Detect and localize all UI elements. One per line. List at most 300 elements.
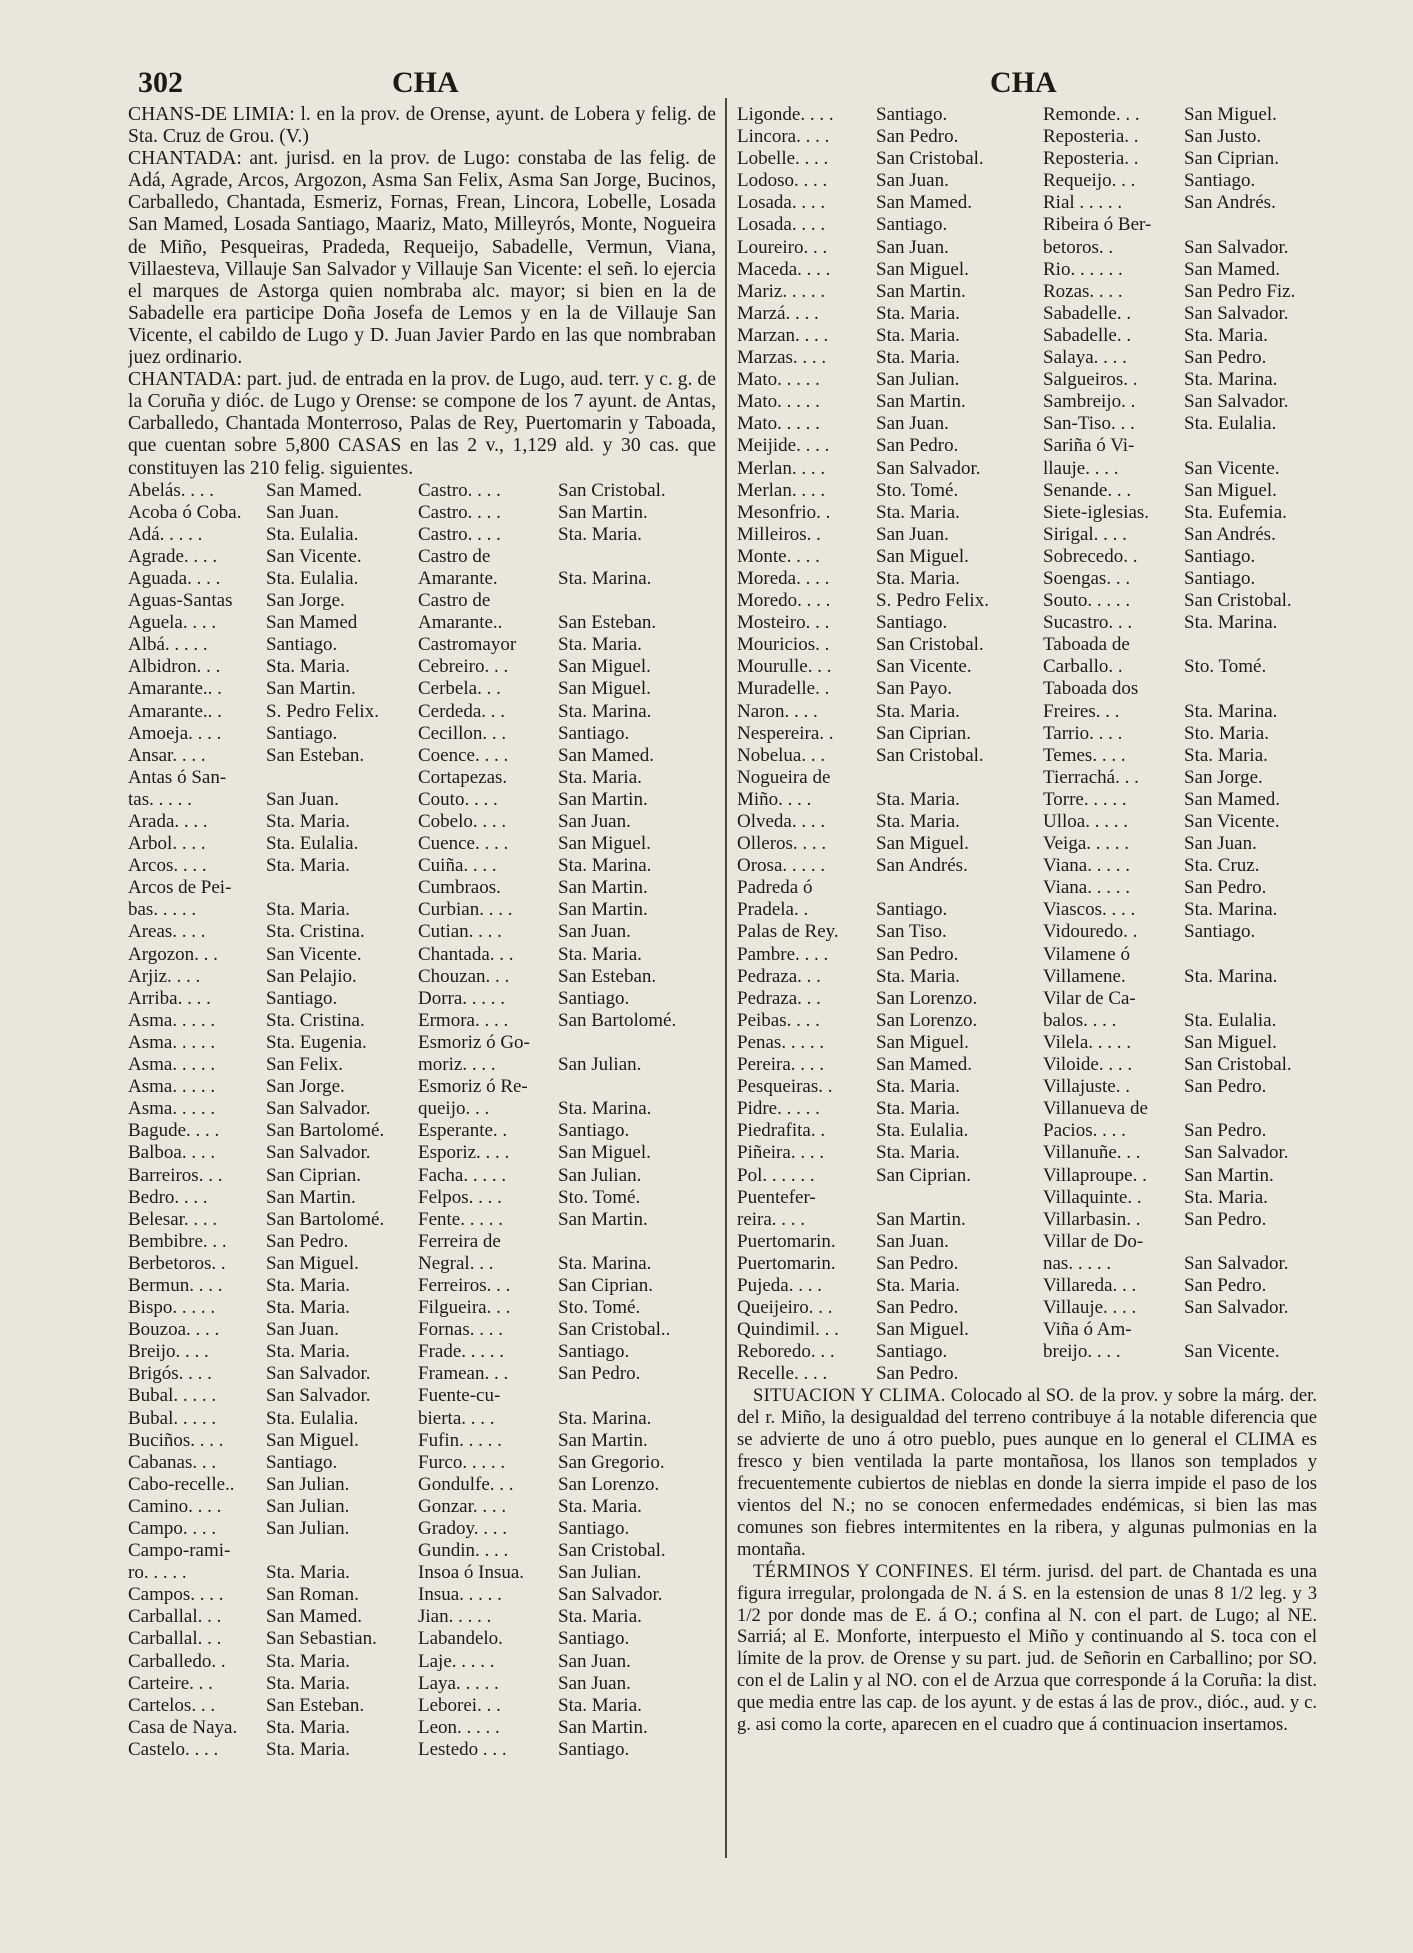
parish-patron: Sta. Maria. (876, 965, 960, 987)
place-name: Mato. . . . . (737, 413, 820, 435)
parish-patron: San Pedro. (876, 435, 959, 457)
place-name: Orosa. . . . . (737, 855, 826, 877)
place-name: llauje. . . . (1043, 457, 1119, 479)
parish-patron: San Pedro. (1184, 1120, 1267, 1142)
place-name: Arcos de Pei- (128, 877, 232, 899)
parish-patron: Sta. Maria. (266, 1738, 350, 1760)
parish-patron: San Martin. (558, 1429, 648, 1451)
parish-patron: Sto. Tomé. (1184, 656, 1267, 678)
parish-patron (876, 877, 1043, 899)
place-name: Coence. . . . (418, 744, 509, 766)
parish-patron: Sta. Maria. (558, 943, 642, 965)
parish-patron: San Vicente. (266, 943, 362, 965)
place-name: Quindimil. . . (737, 1319, 839, 1341)
place-name: Castro de (418, 590, 491, 612)
place-name: balos. . . . (1043, 1009, 1117, 1031)
place-name: Barreiros. . . (128, 1164, 223, 1186)
parish-patron: San Vicente. (876, 656, 972, 678)
parish-patron: San Salvador. (1184, 302, 1289, 324)
place-name: Arcos. . . . (128, 855, 207, 877)
parish-patron: San Pedro Fiz. (1184, 280, 1296, 302)
place-name: Villanuñe. . . (1043, 1142, 1141, 1164)
parish-patron: San Andrés. (1184, 192, 1276, 214)
place-name: Ribeira ó Ber- (1043, 214, 1152, 236)
place-name: Villareda. . . (1043, 1274, 1137, 1296)
place-name: Argozon. . . (128, 943, 218, 965)
place-name (1043, 1363, 1184, 1385)
parish-patron: San Julian. (266, 1473, 350, 1495)
parish-patron: San Salvador. (266, 1363, 371, 1385)
parish-patron: San Juan. (876, 1230, 949, 1252)
parish-patron: Sta. Eulalia. (1184, 1009, 1277, 1031)
place-name: Castro. . . . (418, 479, 501, 501)
place-name: Cartelos. . . (128, 1694, 216, 1716)
place-name: Dorra. . . . . (418, 987, 506, 1009)
place-name: Amarante.. . (128, 700, 222, 722)
place-name: Reposteria. . (1043, 126, 1139, 148)
place-name: Esmoriz ó Re- (418, 1076, 528, 1098)
parish-patron: Santiago. (558, 987, 630, 1009)
place-name: Nespereira. . (737, 722, 834, 744)
parish-patron: Sta. Maria. (266, 811, 350, 832)
parish-patron: Sta. Maria. (876, 501, 960, 523)
right-column (737, 104, 1317, 1934)
place-name: Esporiz. . . . (418, 1142, 510, 1164)
parish-patron (876, 1187, 1043, 1209)
place-name: Campo. . . . (128, 1518, 217, 1539)
place-name: Merlan. . . . (737, 479, 826, 501)
parish-patron: San Martin. (1184, 1164, 1274, 1186)
place-name: Vilar de Ca- (1043, 987, 1136, 1009)
parish-patron (1184, 634, 1317, 656)
place-name: Merlan. . . . (737, 457, 826, 479)
place-name: Areas. . . . (128, 921, 206, 943)
entry-chantada-jurisdiction: CHANTADA: ant. jurisd. en la prov. de Lugo: constaba de las felig. de Adá, Agrade, Arcos, Argozon, Asma San Felix, Asma San Jorge, Bucinos, Carballedo, Chantada, Esmeriz, Fornas, Frean, Lincora, Lobelle, Losada San Mamed, Losada Santiago, Maariz, Mato, Milleyrós, Monte, Nogueira de Miño, Pesqueiras, Pradeda, Requeijo, Sabadelle, Vermun, Viana, Villaesteva, Villauje San Salvador y Villauje San Vicente: el señ. lo ejercia el marques de Astorga quien nombraba alc. mayor; si bien en la de Sabadelle era participe Doña Josefa de Lemos y en la de Villauje San Vicente, el cabildo de Lugo y D. Juan Javier Pardo en las que nombraban juez ordinario. (128, 148, 716, 369)
parish-patron: San Juan. (876, 170, 949, 192)
place-name: Viana. . . . . (1043, 877, 1130, 899)
parish-patron: Sta. Marina. (558, 855, 652, 877)
place-name: Reboredo. . . (737, 1341, 835, 1363)
place-name: Villaquinte. . (1043, 1186, 1142, 1208)
place-name: Mosteiro. . . (737, 612, 830, 634)
right-running-heading: CHA (990, 66, 1057, 99)
parish-patron: San Pedro. (876, 1297, 959, 1319)
place-name: Lestedo . . . (418, 1738, 507, 1760)
place-name: Muradelle. . (737, 678, 830, 700)
parish-patron: San Julian. (266, 1518, 350, 1539)
place-name: Nogueira de (737, 766, 831, 788)
place-name: Villar de Do- (1043, 1230, 1144, 1252)
place-name: Vilela. . . . . (1043, 1031, 1132, 1053)
parish-patron: Sta. Marina. (558, 1407, 652, 1429)
place-name: Gondulfe. . . (418, 1473, 514, 1495)
place-name: Asma. . . . . (128, 1098, 216, 1120)
parish-patron: San Salvador. (1184, 236, 1289, 258)
place-name: Antas ó San- (128, 766, 227, 788)
parish-patron: San Felix. (266, 1054, 344, 1076)
parish-patron: San Martin. (558, 899, 648, 921)
parish-patron: San Pedro. (558, 1363, 641, 1385)
parish-patron: S. Pedro Felix. (266, 700, 379, 722)
place-name: Facha. . . . . (418, 1164, 507, 1186)
place-name: Villajuste. . (1043, 1076, 1130, 1098)
parish-patron: Santiago. (1184, 170, 1256, 192)
place-name: Rio. . . . . . (1043, 258, 1123, 280)
place-name: Mourulle. . . (737, 656, 832, 678)
place-name: Lobelle. . . . (737, 148, 829, 170)
parish-patron: Sta. Marina. (558, 567, 652, 589)
place-name: Amarante.. (418, 612, 503, 634)
place-name: tas. . . . . (128, 788, 192, 810)
section-situacion-clima (737, 1385, 1317, 1560)
parish-patron: Sta. Maria. (266, 1672, 350, 1694)
place-name: Mesonfrio. . (737, 501, 831, 523)
place-name: Berbetoros. . (128, 1252, 226, 1274)
parish-patron: Sta. Maria. (876, 1274, 960, 1296)
place-name: Pujeda. . . . (737, 1274, 822, 1296)
parish-patron: San Juan. (876, 413, 949, 435)
place-name: Milleiros. . (737, 523, 821, 545)
parish-patron: Sta. Eulalia. (266, 833, 359, 855)
place-name: Sambreijo. . (1043, 391, 1136, 413)
place-name: Cerbela. . . (418, 678, 501, 700)
parish-patron: San Salvador. (266, 1385, 371, 1407)
place-name: Pedraza. . . (737, 965, 821, 987)
parish-patron: Sta. Maria. (1184, 324, 1268, 346)
parish-patron: San Miguel. (876, 833, 969, 855)
parish-patron: San Jorge. (266, 1076, 345, 1098)
parish-patron: Sta. Marina. (1184, 899, 1278, 921)
place-name: Losada. . . . (737, 214, 826, 236)
place-name: Reposteria. . (1043, 148, 1139, 170)
place-name: Negral. . . (418, 1252, 494, 1274)
entry-chans-de-limia: CHANS-DE LIMIA: l. en la prov. de Orense, ayunt. de Lobera y felig. de Sta. Cruz de Grou. (V.) (128, 104, 716, 148)
place-name: Jian. . . . . (418, 1606, 492, 1628)
place-name: Moredo. . . . (737, 590, 831, 612)
place-name: Arbol. . . . (128, 833, 206, 855)
place-name: Pereira. . . . (737, 1054, 825, 1076)
parish-patron: San Esteban. (266, 744, 365, 766)
parish-patron: Sta. Maria. (266, 855, 350, 877)
left-column (128, 104, 716, 1934)
place-name: Marzan. . . . (737, 324, 829, 346)
place-name: Vilamene ó (1043, 943, 1130, 965)
parish-patron: Santiago. (558, 1738, 630, 1760)
parish-patron: San Vicente. (1184, 1341, 1280, 1363)
place-name: Ferreiros. . . (418, 1274, 511, 1296)
parish-patron: San Julian. (558, 1054, 642, 1076)
place-name: Gradoy. . . . (418, 1518, 507, 1539)
parish-patron: San Martin. (558, 877, 648, 899)
place-name: Tierrachá. . . (1043, 766, 1139, 788)
place-name: Sabadelle. . (1043, 324, 1132, 346)
parish-patron: San Gregorio. (558, 1451, 665, 1473)
parish-patron: San Miguel. (1184, 479, 1277, 501)
parish-patron: San Pelajio. (266, 965, 357, 987)
parish-patron: San Martin. (876, 391, 966, 413)
parish-patron: Sta. Maria. (266, 1341, 350, 1363)
place-name: bas. . . . . (128, 899, 197, 921)
parish-patron: Sta. Cristina. (266, 1009, 365, 1031)
parish-patron: San Juan. (1184, 833, 1257, 855)
parish-patron: Santiago. (876, 612, 948, 634)
parish-patron: San Miguel. (558, 1142, 651, 1164)
parish-patron: San Vicente. (1184, 457, 1280, 479)
parish-patron: Sta. Maria. (266, 1274, 350, 1296)
place-name: Arriba. . . . (128, 987, 211, 1009)
parish-patron: San Pedro. (1184, 877, 1267, 899)
parish-patron: San Vicente. (266, 545, 362, 567)
parish-patron: Sta. Eugenia. (266, 1031, 367, 1053)
parish-patron: San Cristobal. (876, 148, 984, 170)
parish-patron: Sta. Maria. (1184, 744, 1268, 766)
place-name: Cerdeda. . . (418, 700, 506, 722)
section-terminos-confines (737, 1561, 1317, 1736)
parish-patron: Sta. Maria. (558, 1694, 642, 1716)
parish-patron: San Juan. (558, 1672, 631, 1694)
place-name: Chantada. . . (418, 943, 514, 965)
parish-patron: San Cristobal. (1184, 1054, 1292, 1076)
parish-patron: San Jorge. (1184, 766, 1263, 788)
place-name: Temes. . . . (1043, 744, 1126, 766)
parish-patron: San Esteban. (558, 612, 657, 634)
place-name: Carteire. . . (128, 1672, 213, 1694)
parish-patron (266, 767, 418, 789)
parish-patron: Sta. Maria. (558, 766, 642, 788)
parish-patron: San Cristobal.. (558, 1319, 671, 1341)
parish-patron: San Salvador. (266, 1142, 371, 1164)
place-name: Piñeira. . . . (737, 1142, 825, 1164)
place-name: Meijide. . . . (737, 435, 830, 457)
place-name: Ermora. . . . (418, 1009, 509, 1031)
parish-patron: Sto. Tomé. (558, 1297, 641, 1319)
parish-patron: San Julian. (266, 1495, 350, 1517)
parish-patron: San Miguel. (558, 833, 651, 855)
parish-patron: Sta. Marina. (558, 700, 652, 722)
parish-patron: Santiago. (1184, 567, 1256, 589)
parish-patron: Sta. Eulalia. (266, 567, 359, 589)
place-name: Cumbraos. (418, 877, 501, 899)
parish-patron: Santiago. (266, 634, 338, 656)
parish-patron: San Bartolomé. (266, 1208, 385, 1230)
place-name: Piedrafita. . (737, 1120, 826, 1142)
place-name: Mariz. . . . . (737, 280, 826, 302)
parish-patron: San Miguel. (266, 1429, 359, 1451)
parish-patron: San Salvador. (1184, 1142, 1289, 1164)
place-name: Freires. . . (1043, 700, 1120, 722)
place-name: Pambre. . . . (737, 943, 829, 965)
parish-patron: San Pedro. (1184, 1076, 1267, 1098)
parish-patron: Sta. Eulalia. (1184, 413, 1277, 435)
parish-patron: San Salvador. (1184, 1297, 1289, 1319)
parish-patron: San Juan. (558, 1650, 631, 1672)
place-name: Pesqueiras. . (737, 1076, 833, 1098)
parish-patron: San Julian. (558, 1164, 642, 1186)
place-name: Insoa ó Insua. (418, 1562, 525, 1584)
parish-patron: San Pedro. (1184, 1208, 1267, 1230)
place-name: breijo. . . . (1043, 1341, 1121, 1363)
place-name: Tarrio. . . . (1043, 722, 1123, 744)
parish-patron: Sta. Maria. (876, 1142, 960, 1164)
parish-patron: Santiago. (558, 1518, 630, 1539)
parish-list-right (737, 104, 1317, 1385)
parish-patron: San Martin. (558, 1716, 648, 1738)
place-name: Viana. . . . . (1043, 855, 1130, 877)
place-name: Breijo. . . . (128, 1341, 209, 1363)
parish-patron: Sta. Maria. (266, 1716, 350, 1738)
parish-patron: Sta. Maria. (558, 1495, 642, 1517)
parish-patron: Sta. Maria. (876, 302, 960, 324)
parish-patron: San Mamed. (266, 1606, 363, 1628)
place-name: moriz. . . . (418, 1054, 496, 1076)
place-name: Villaproupe. . (1043, 1164, 1147, 1186)
parish-patron: San Esteban. (266, 1694, 365, 1716)
place-name: Furco. . . . . (418, 1451, 506, 1473)
parish-patron: San Justo. (1184, 126, 1262, 148)
parish-patron: Sta. Maria. (558, 634, 642, 656)
parish-patron: San Miguel. (876, 1319, 969, 1341)
place-name: Pol. . . . . . (737, 1164, 815, 1186)
parish-patron: Sta. Eulalia. (876, 1120, 969, 1142)
parish-patron: San Miguel. (1184, 1031, 1277, 1053)
place-name: Fente. . . . . (418, 1208, 503, 1230)
place-name: Sariña ó Vi- (1043, 435, 1135, 457)
place-name: Aguas-Santas (128, 590, 233, 612)
place-name: Pedraza. . . (737, 987, 821, 1009)
parish-patron: Sta. Marina. (558, 1098, 652, 1120)
parish-patron: Sta. Maria. (876, 1076, 960, 1098)
parish-patron (558, 1385, 716, 1407)
place-name: Carballo. . (1043, 656, 1123, 678)
place-name: Villamene. (1043, 965, 1126, 987)
place-name: Gonzar. . . . (418, 1495, 507, 1517)
place-name: Puertomarin. (737, 1252, 836, 1274)
parish-patron: San Martin. (266, 1186, 356, 1208)
parish-patron: Sta. Marina. (1184, 700, 1278, 722)
place-name: Cuiña. . . . (418, 855, 497, 877)
parish-patron: Santiago. (876, 1341, 948, 1363)
parish-patron: San Pedro. (1184, 1274, 1267, 1296)
place-name: Asma. . . . . (128, 1054, 216, 1076)
parish-patron: San Juan. (266, 1319, 339, 1341)
parish-patron: San Sebastian. (266, 1628, 377, 1650)
section-text: Colocado al SO. de la prov. y sobre la márg. der. del r. Miño, la desigualdad del terreno contribuye á la notable diferencia que se advierte de uno á otro pueblo, pues aunque en lo general el CLIMA es fresco y bien ventilada la parte montañosa, los llanos son templados y frecuentemente cubiertos de nieblas en donde la sierra impide el paso de los vientos del N.; no se conocen enfermedades endémicas, si bien las mas comunes son fiebres intermitentes en la ribera, y algunas pulmonias en la montaña. (737, 1385, 1317, 1560)
parish-patron: San Martin. (876, 1208, 966, 1230)
place-name: Albidron. . . (128, 656, 221, 678)
place-name: Cortapezas. (418, 766, 508, 788)
parish-patron: San Lorenzo. (876, 1009, 978, 1031)
parish-patron: San Martin. (558, 788, 648, 810)
parish-patron: Sta. Marina. (558, 1252, 652, 1274)
place-name: Fuente-cu- (418, 1385, 501, 1407)
parish-patron (558, 546, 716, 568)
parish-patron: S. Pedro Felix. (876, 590, 989, 612)
parish-patron: San Julian. (558, 1562, 642, 1584)
parish-patron: San Ciprian. (876, 1164, 971, 1186)
parish-patron: San Miguel. (876, 1031, 969, 1053)
parish-patron: San Juan. (558, 921, 631, 943)
parish-patron: Sta. Maria. (876, 347, 960, 369)
place-name: Acoba ó Coba. (128, 501, 242, 523)
parish-patron: Santiago. (558, 1341, 630, 1363)
place-name: Bubal. . . . . (128, 1385, 217, 1407)
place-name: Salaya. . . . (1043, 347, 1127, 369)
place-name: Bispo. . . . . (128, 1297, 216, 1319)
place-name: Bermun. . . . (128, 1274, 223, 1296)
parish-patron: San Esteban. (558, 965, 657, 987)
parish-patron (558, 590, 716, 612)
parish-patron: Sta. Maria. (876, 567, 960, 589)
place-name: Laya. . . . . (418, 1672, 499, 1694)
parish-patron: San Cristobal. (1184, 590, 1292, 612)
place-name: Castro. . . . (418, 501, 501, 523)
place-name: Palas de Rey. (737, 921, 839, 943)
parish-patron: Santiago. (266, 987, 338, 1009)
place-name: Requeijo. . . (1043, 170, 1136, 192)
place-name: Remonde. . . (1043, 104, 1140, 125)
place-name: Peibas. . . . (737, 1009, 820, 1031)
parish-list-left (128, 480, 716, 1761)
parish-patron: San Juan. (558, 811, 631, 832)
place-name: Ansar. . . . (128, 744, 206, 766)
place-name: Casa de Naya. (128, 1716, 238, 1738)
parish-patron: San Juan. (266, 501, 339, 523)
parish-patron: Sta. Maria. (876, 1098, 960, 1120)
place-name: Gundin. . . . (418, 1540, 509, 1562)
place-name: Camino. . . . (128, 1495, 222, 1517)
parish-patron: San Salvador. (1184, 1252, 1289, 1274)
place-name: Olveda. . . . (737, 811, 826, 832)
place-name: San-Tiso. . . (1043, 413, 1135, 435)
place-name: Aguela. . . . (128, 612, 217, 634)
place-name: Taboada dos (1043, 678, 1139, 700)
place-name: Buciños. . . . (128, 1429, 224, 1451)
place-name: Framean. . . (418, 1363, 509, 1385)
parish-patron: Sta. Maria. (876, 788, 960, 810)
parish-patron: San Ciprian. (558, 1274, 653, 1296)
place-name: Filgueira. . . (418, 1297, 511, 1319)
parish-patron: San Salvador. (876, 457, 981, 479)
parish-patron: San Pedro. (876, 126, 959, 148)
parish-patron: Sta. Maria. (876, 324, 960, 346)
parish-patron (1184, 1231, 1317, 1253)
parish-patron (1184, 435, 1317, 457)
place-name: Moreda. . . . (737, 567, 830, 589)
place-name: Amarante.. . (128, 678, 222, 700)
parish-patron: Sta. Marina. (1184, 965, 1278, 987)
parish-patron (1184, 678, 1317, 700)
parish-patron: San Lorenzo. (558, 1473, 660, 1495)
place-name: Insua. . . . . (418, 1584, 502, 1606)
parish-patron: San Pedro. (876, 1252, 959, 1274)
place-name: Puertomarin. (737, 1230, 836, 1252)
parish-patron: Sta. Eulalia. (266, 1407, 359, 1429)
place-name: Cabo-recelle.. (128, 1473, 235, 1495)
place-name: Bubal. . . . . (128, 1407, 217, 1429)
place-name: Nobelua. . . (737, 744, 826, 766)
place-name: Torre. . . . . (1043, 788, 1127, 810)
place-name: Asma. . . . . (128, 1031, 216, 1053)
place-name: Labandelo. (418, 1628, 503, 1650)
place-name: Ligonde. . . . (737, 104, 834, 125)
place-name: Curbian. . . . (418, 899, 513, 921)
parish-patron: San Pedro. (876, 943, 959, 965)
parish-patron: Santiago. (558, 1120, 630, 1142)
place-name: Cobelo. . . . (418, 811, 507, 832)
place-name: reira. . . . (737, 1208, 806, 1230)
parish-patron: San Miguel. (876, 258, 969, 280)
place-name: Brigós. . . . (128, 1363, 212, 1385)
